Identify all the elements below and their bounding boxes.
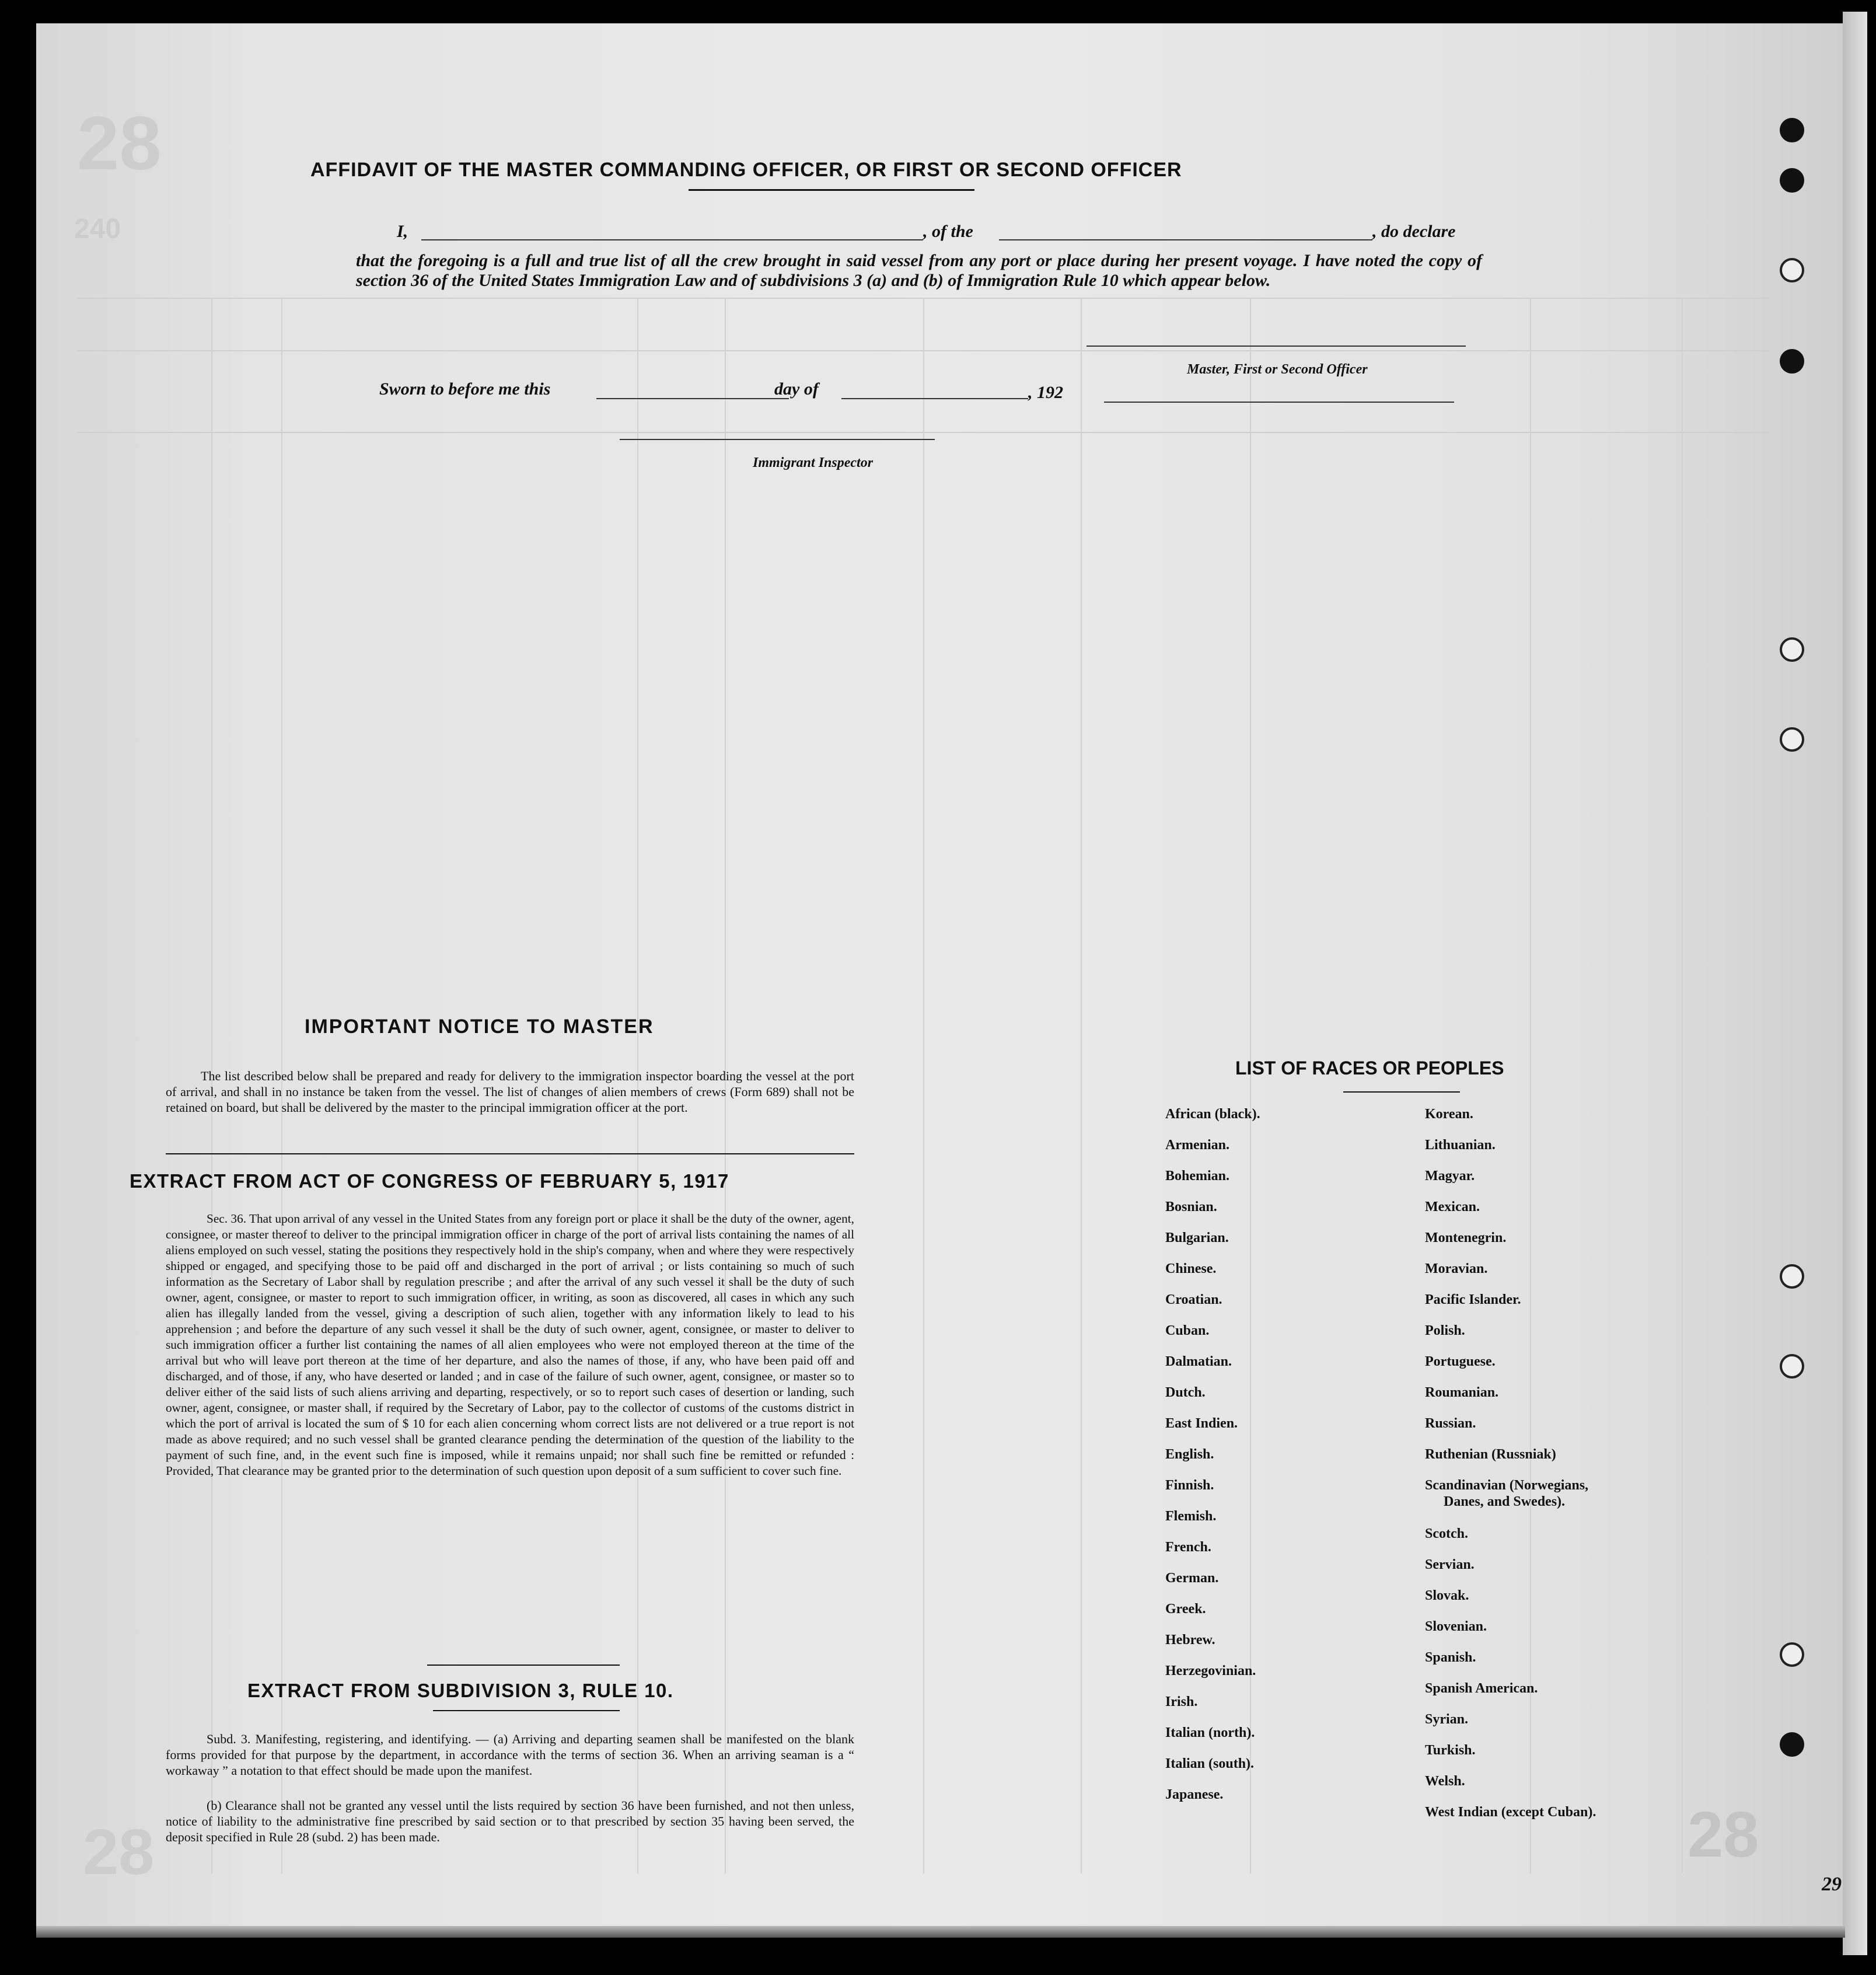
- binder-hole-icon: [1780, 349, 1804, 374]
- race-left: Dutch.: [1165, 1385, 1206, 1400]
- i-label: I,: [397, 222, 408, 241]
- race-right: Turkish.: [1425, 1743, 1476, 1758]
- races-rule: [1343, 1091, 1460, 1093]
- race-left: Japanese.: [1165, 1787, 1224, 1802]
- binder-hole-icon: [1780, 637, 1804, 662]
- race-right: Mexican.: [1425, 1199, 1480, 1215]
- binder-hole-icon: [1780, 1264, 1804, 1289]
- affidavit-title: AFFIDAVIT OF THE MASTER COMMANDING OFFICER, OR FIRST OR SECOND OFFICER: [310, 159, 1182, 181]
- notice-body: The list described below shall be prepared and ready for delivery to the immigration inspector boarding the vessel at the port of arrival, and shall in no instance be taken from the vessel. The list of changes of alien members of crews (Form 689) shall not be retained on board, but shall be delivered by the master to the principal immigration officer at the port.: [166, 1069, 854, 1115]
- extract-rule-title: EXTRACT FROM SUBDIVISION 3, RULE 10.: [247, 1680, 674, 1701]
- race-left: French.: [1165, 1540, 1211, 1555]
- race-right: Danes, and Swedes).: [1444, 1494, 1566, 1509]
- of-the-label: , of the: [923, 222, 973, 241]
- race-right: Spanish American.: [1425, 1681, 1538, 1696]
- notice-title: IMPORTANT NOTICE TO MASTER: [305, 1016, 654, 1038]
- race-right: Pacific Islander.: [1425, 1292, 1521, 1307]
- binder-hole-icon: [1780, 168, 1804, 193]
- race-left: Herzegovinian.: [1165, 1663, 1256, 1679]
- race-right: Slovenian.: [1425, 1619, 1487, 1634]
- race-right: West Indian (except Cuban).: [1425, 1805, 1596, 1820]
- do-declare-label: , do declare: [1372, 222, 1456, 241]
- year-label: , 192: [1028, 383, 1063, 402]
- binder-hole-icon: [1780, 727, 1804, 752]
- race-right: Montenegrin.: [1425, 1230, 1507, 1245]
- notice-rule: [166, 1153, 854, 1154]
- race-right: Roumanian.: [1425, 1385, 1499, 1400]
- race-right: Portuguese.: [1425, 1354, 1496, 1369]
- race-right: Ruthenian (Russniak): [1425, 1447, 1556, 1462]
- race-left: Bulgarian.: [1165, 1230, 1229, 1245]
- race-right: Lithuanian.: [1425, 1137, 1496, 1153]
- rule-divider-2: [433, 1710, 620, 1711]
- master-sig-line-2: [1104, 402, 1454, 403]
- page-corner-number: 29: [1822, 1873, 1842, 1895]
- binder-hole-icon: [1780, 258, 1804, 282]
- month-line: [841, 398, 1028, 399]
- ghost-column: [1081, 298, 1082, 1873]
- race-left: Armenian.: [1165, 1137, 1229, 1153]
- race-right: Korean.: [1425, 1107, 1473, 1122]
- ghost-column: [923, 298, 924, 1873]
- race-left: Croatian.: [1165, 1292, 1222, 1307]
- binder-hole-icon: [1780, 1354, 1804, 1379]
- ghost-page-number: 28: [83, 1816, 155, 1888]
- race-right: Scotch.: [1425, 1526, 1468, 1541]
- race-left: Italian (south).: [1165, 1756, 1255, 1771]
- race-left: Italian (north).: [1165, 1725, 1255, 1740]
- race-left: German.: [1165, 1571, 1219, 1586]
- ghost-page-number: 28: [77, 100, 162, 186]
- race-left: Bohemian.: [1165, 1168, 1230, 1184]
- race-left: Dalmatian.: [1165, 1354, 1232, 1369]
- ghost-column: [1682, 298, 1683, 1873]
- inspector-line: [620, 439, 935, 440]
- rule-para-a: Subd. 3. Manifesting, registering, and identifying. — (a) Arriving and departing seamen shall be manifested on the blank forms provided for that purpose by the department, in accordance with the terms of section 36. When an arriving seaman is a “ workaway ” a notation to that effect should be made upon the manifest.: [166, 1732, 854, 1778]
- binder-hole-icon: [1780, 1732, 1804, 1757]
- document-sheet: [36, 23, 1843, 1926]
- race-left: Hebrew.: [1165, 1632, 1215, 1648]
- race-right: Welsh.: [1425, 1774, 1465, 1789]
- race-right: Russian.: [1425, 1416, 1476, 1431]
- master-signature-line: [1087, 346, 1466, 347]
- day-of-label: day of: [774, 379, 819, 399]
- ghost-sheet-number: 240: [74, 214, 121, 245]
- extract-act-body: Sec. 36. That upon arrival of any vessel in the United States from any foreign port or place it shall be the duty of the owner, agent, consignee, or master thereof to deliver to the principal immigration officer in charge of the port of arrival lists containing the names of all aliens employed on such vessel, stating the positions they respectively hold in the ship's company, when and where they were respectively shipped or engaged, and specifying those to be paid off and discharged in the port of arrival ; or lists containing so much of such information as the Secretary of Labor shall by regulation prescribe ; and after the arrival of any such vessel it shall be the duty of such owner, agent, consignee, or master to report to such immigration officer, in writing, as soon as discovered, all cases in which any such alien has illegally landed from the vessel, giving a description of such alien, together with any information likely to lead to his apprehension ; and before the departure of any such vessel it shall be the duty of such owner, agent, consignee, or master to deliver to such immigration officer a further list containing the names of all alien employees who were not employed thereon at the time of the arrival but who will leave port thereon at the time of her departure, and also the names of those, if any, who have been paid off and discharged, and of those, if any, who have deserted or landed ; and in case of the failure of such owner, agent, consignee, or master so to deliver either of the said lists of such aliens arriving and departing, respectively, or so to report such cases of desertion or landing, such owner, agent, consignee, or master shall, if required by the Secretary of Labor, pay to the collector of customs of the customs district in which the port of arrival is located the sum of $ 10 for each alien concerning whom correct lists are not delivered or a true report is not made as above required; and no such vessel shall be granted clearance pending the determination of the question of the liability to the payment of such fine, and, in the event such fine is imposed, while it remains unpaid; nor shall such fine be remitted or refunded : Provided, That clearance may be granted prior to the determination of such question upon deposit of a sum sufficient to cover such fine.: [166, 1212, 854, 1478]
- race-right: Moravian.: [1425, 1261, 1488, 1276]
- race-right: Polish.: [1425, 1323, 1465, 1338]
- master-label: Master, First or Second Officer: [1187, 362, 1368, 377]
- page-bottom-edge: [36, 1926, 1845, 1938]
- race-left: Flemish.: [1165, 1509, 1217, 1524]
- race-left: East Indien.: [1165, 1416, 1238, 1431]
- binder-hole-icon: [1780, 1642, 1804, 1667]
- day-line: [596, 398, 789, 399]
- race-right: Spanish.: [1425, 1650, 1476, 1665]
- race-right: Magyar.: [1425, 1168, 1475, 1184]
- race-left: Cuban.: [1165, 1323, 1210, 1338]
- race-left: Chinese.: [1165, 1261, 1217, 1276]
- race-left: English.: [1165, 1447, 1214, 1462]
- race-left: African (black).: [1165, 1107, 1260, 1122]
- race-left: Greek.: [1165, 1601, 1206, 1617]
- page-edge: [1843, 12, 1867, 1955]
- race-left: Irish.: [1165, 1694, 1198, 1709]
- ghost-page-number: 28: [1688, 1799, 1759, 1871]
- affidavit-body: that the foregoing is a full and true list of all the crew brought in said vessel from any port or place during her present voyage. I have noted the copy of section 36 of the United States Immigration Law and of subdivisions 3 (a) and (b) of Immigration Rule 10 which appear below.: [356, 251, 1482, 290]
- extract-act-title: EXTRACT FROM ACT OF CONGRESS OF FEBRUARY 5, 1917: [130, 1170, 729, 1192]
- race-right: Slovak.: [1425, 1588, 1469, 1603]
- race-right: Servian.: [1425, 1557, 1475, 1572]
- sworn-label: Sworn to before me this: [379, 379, 551, 399]
- rule-divider: [427, 1665, 620, 1666]
- ghost-column: [1530, 298, 1531, 1873]
- race-right: Scandinavian (Norwegians,: [1425, 1478, 1589, 1493]
- inspector-label: Immigrant Inspector: [753, 455, 874, 470]
- vessel-line: [999, 239, 1372, 240]
- rule-para-b: (b) Clearance shall not be granted any vessel until the lists required by section 36 have been furnished, and not then unless, notice of liability to the administrative fine prescribed by said section or to that prescribed by section 35 having been served, the deposit specified in Rule 28 (subd. 2) has been made.: [166, 1798, 854, 1844]
- ghost-column: [1250, 298, 1251, 1873]
- title-rule: [689, 189, 974, 191]
- race-left: Bosnian.: [1165, 1199, 1217, 1215]
- race-right: Syrian.: [1425, 1712, 1469, 1727]
- binder-hole-icon: [1780, 118, 1804, 142]
- name-line: [421, 239, 923, 240]
- race-left: Finnish.: [1165, 1478, 1214, 1493]
- races-title: LIST OF RACES OR PEOPLES: [1235, 1058, 1504, 1079]
